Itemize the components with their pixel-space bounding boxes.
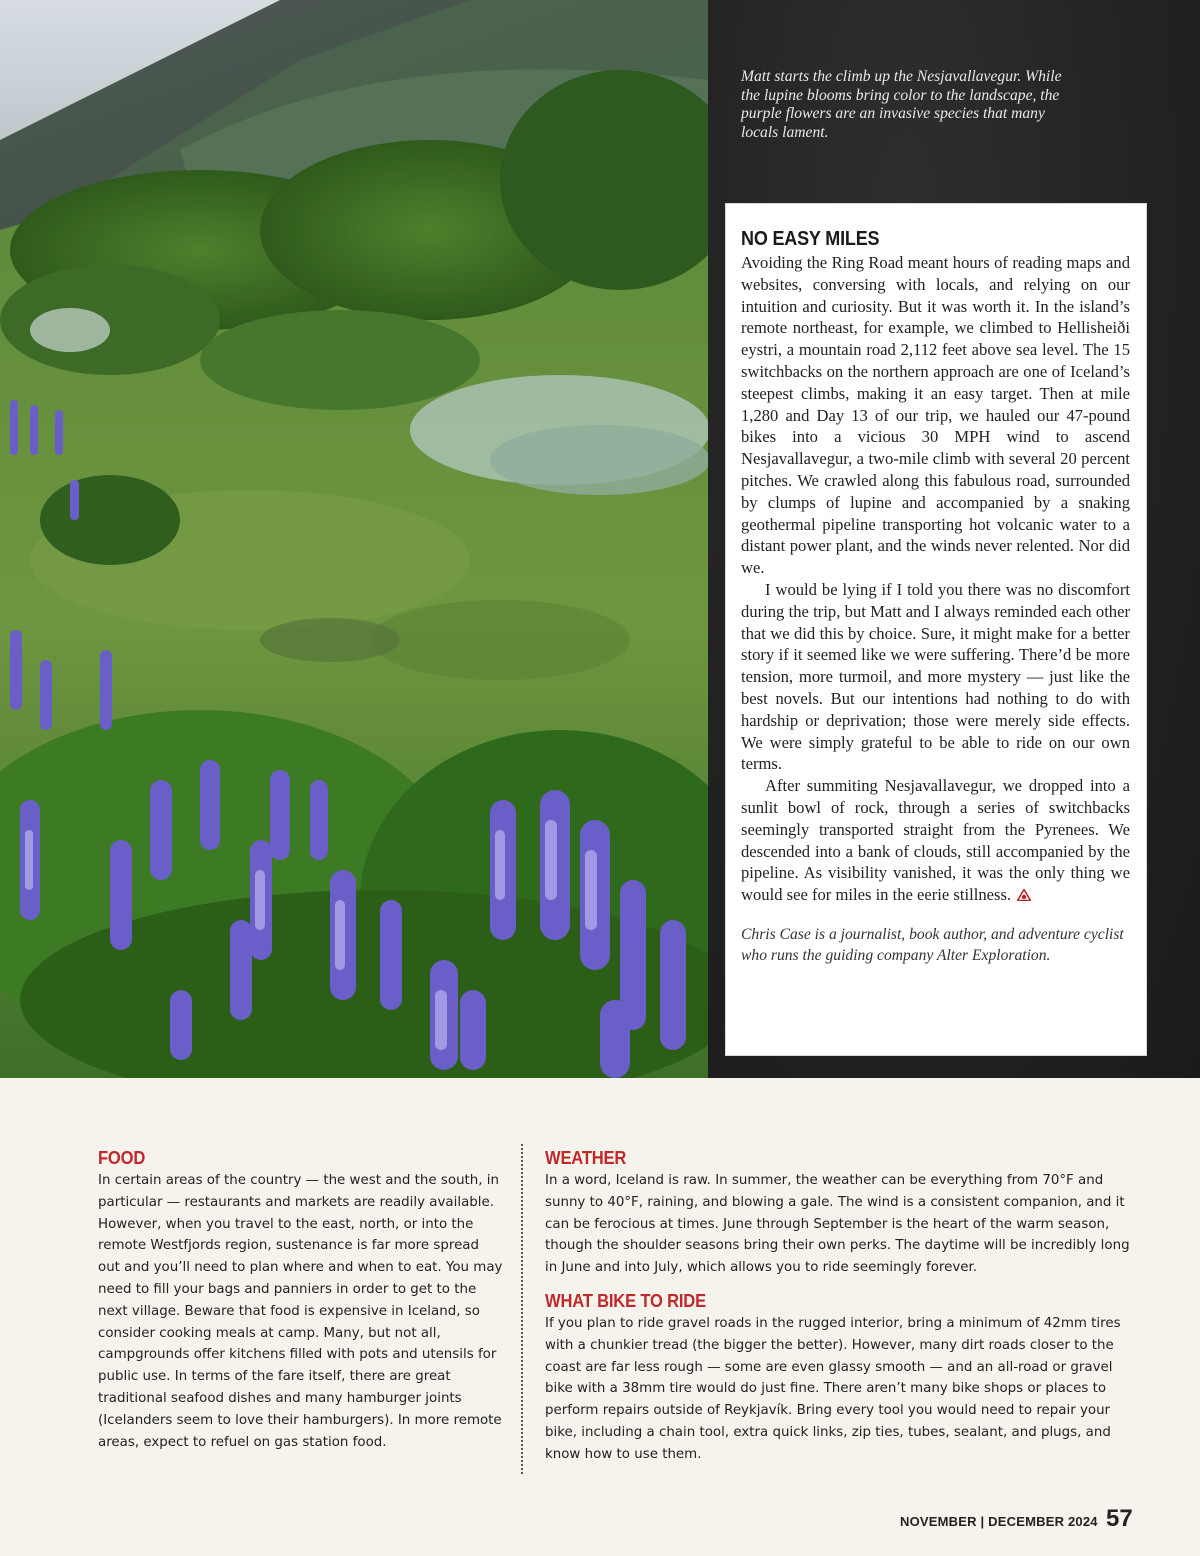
article-heading: NO EASY MILES bbox=[741, 228, 880, 250]
bike-body: If you plan to ride gravel roads in the rugged interior, bring a minimum of 42mm tires with a chunkier tread (the bigger the better). However, many dirt roads closer to the coast are far less rough — some are even glassy smooth — and an all-road or gravel bike with a 38mm tire would do just fine. There aren’t many bike shops or places to perform repairs outside of Reykjavík. Bring every tool you would need to repair your bike, including a chain tool, extra quick links, zip ties, tubes, sealant, and plugs, and know how to use them. bbox=[545, 1315, 1121, 1462]
hero-photo bbox=[0, 0, 708, 1078]
article-paragraph: I would be lying if I told you there was no discomfort during the trip, but Matt and I always reminded each other that we did this by choice. Sure, it might make for a better story if it seemed like we were suffering. There’d be more tension, more turmoil, and more mystery — just like the best novels. But our intentions had nothing to do with hardship or deprivation; those were merely side effects. We were simply grateful to be able to ride on our own terms. bbox=[741, 579, 1130, 774]
food-section bbox=[98, 1146, 504, 1453]
food-body: In certain areas of the country — the west and the south, in particular — restaurants and markets are readily available. However, when you travel to the east, north, or into the remote Westfjords region, sustenance is far more spread out and you’ll need to plan where and when to eat. You may need to fill your bags and panniers in order to get to the next village. Beware that food is expensive in Iceland, so consider cooking meals at camp. Many, but not all, campgrounds offer kitchens filled with pots and utensils for public use. In terms of the fare itself, there are great traditional seafood dishes and many hamburger joints (Icelanders seem to love their hamburgers). In more remote areas, expect to refuel on gas station food. bbox=[98, 1173, 503, 1450]
page-number: 57 bbox=[1106, 1505, 1133, 1532]
weather-heading: WEATHER bbox=[545, 1148, 627, 1168]
food-heading: FOOD bbox=[98, 1148, 146, 1168]
lupine-hillside-illustration bbox=[0, 0, 708, 1078]
photo-caption: Matt starts the climb up the Nesjavallavegur. While the lupine blooms bring color to the landscape, the purple flowers are an invasive species that many locals lament. bbox=[741, 68, 1062, 141]
end-mark-icon bbox=[1017, 889, 1031, 901]
weather-body: In a word, Iceland is raw. In summer, the weather can be everything from 70°F and sunny to 40°F, raining, and blowing a gale. The wind is a consistent companion, and it can be ferocious at times. June through September is the heart of the warm season, though the shoulder seasons bring their own perks. The daytime will be incredibly long in June and into July, which allows you to ride seemingly forever. bbox=[545, 1173, 1130, 1276]
author-bio: Chris Case is a journalist, book author, and adventure cyclist who runs the guiding company Alter Exploration. bbox=[741, 925, 1124, 964]
issue-date: NOVEMBER | DECEMBER 2024 bbox=[900, 1514, 1098, 1529]
article-box bbox=[725, 203, 1147, 1056]
bike-heading: WHAT BIKE TO RIDE bbox=[545, 1290, 706, 1311]
column-divider bbox=[521, 1144, 523, 1474]
article-paragraph-last bbox=[741, 775, 1130, 906]
article-paragraph: Avoiding the Ring Road meant hours of reading maps and websites, conversing with locals, and relying on our intuition and curiosity. But it was worth it. In the island’s remote northeast, for example, we climbed to Hellisheiði eystri, a mountain road 2,112 feet above sea level. The 15 switchbacks on the northern approach are one of Iceland’s steepest climbs, making it an easy target. Then at mile 1,280 and Day 13 of our trip, we hauled our 47-pound bikes into a vicious 30 MPH wind to ascend Nesjavallavegur, a two-mile climb with several 20 percent pitches. We crawled along this fabulous road, surrounded by clumps of lupine and accompanied by a snaking geothermal pipeline transporting hot volcanic water to a distant power plant, and the winds never relented. Nor did we. bbox=[741, 253, 1130, 578]
article-paragraph-text: After summiting Nesjavallavegur, we dropped into a sunlit bowl of rock, through a series of switchbacks seemingly transported straight from the Pyrenees. We descended into a bank of clouds, still accompanied by the pipeline. As visibility vanished, it was the only thing we would see for miles in the eerie stillness. bbox=[741, 776, 1130, 905]
weather-bike-section bbox=[545, 1146, 1135, 1466]
